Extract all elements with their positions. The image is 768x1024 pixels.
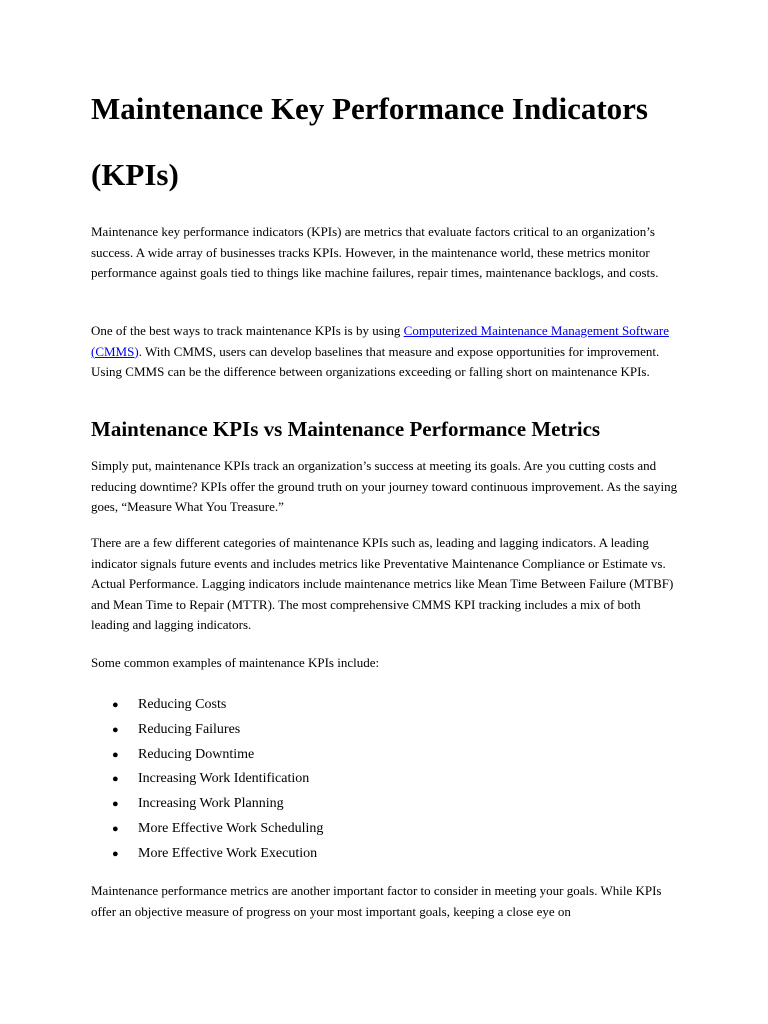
section-heading: Maintenance KPIs vs Maintenance Performance Metrics bbox=[91, 417, 601, 441]
bullet-icon: ● bbox=[112, 847, 119, 860]
list-item bbox=[91, 743, 323, 768]
bullet-icon: ● bbox=[112, 699, 119, 711]
cmms-paragraph-text-end: . With CMMS, users can develop baselines that measure and expose opportunities for improvement. Using CMMS can be the difference between organizations exceeding or falling short on maintenance KPIs. bbox=[91, 343, 660, 379]
list-item-label: More Effective Work Scheduling bbox=[138, 820, 324, 836]
list-item-label: Increasing Work Identification bbox=[138, 771, 310, 787]
page-title-line-1: Maintenance Key Performance Indicators bbox=[91, 91, 649, 126]
intro-paragraph: Maintenance key performance indicators (KPIs) are metrics that evaluate factors critical to an organization’s success. A wide array of businesses tracks KPIs. However, in the maintenance world, these metrics monitor performance against goals tied to things like machine failures, repair times, maintenance backlogs, and costs. bbox=[91, 224, 659, 280]
list-item-label: Increasing Work Planning bbox=[138, 796, 284, 812]
kpi-examples-list bbox=[91, 693, 323, 867]
bullet-icon: ● bbox=[112, 748, 119, 761]
performance-metrics-paragraph: Maintenance performance metrics are another important factor to consider in meeting your goals. While KPIs offer an objective measure of progress on your most important goals, keeping a close eye on bbox=[91, 883, 662, 919]
list-item bbox=[91, 842, 323, 867]
list-item-label: Reducing Failures bbox=[138, 721, 241, 737]
list-item bbox=[91, 792, 323, 817]
page-title bbox=[91, 76, 691, 208]
kpi-definition-paragraph: Simply put, maintenance KPIs track an organization’s success at meeting its goals. Are you cutting costs and reducing downtime? KPIs offer the ground truth on your journey toward continuous improvement. As the saying goes, “Measure What You Treasure.” bbox=[91, 458, 678, 514]
bullet-icon: ● bbox=[112, 773, 119, 786]
list-item bbox=[91, 767, 323, 792]
list-item bbox=[91, 693, 323, 718]
list-item-label: More Effective Work Execution bbox=[138, 845, 318, 861]
cmms-link[interactable]: Computerized Maintenance Management Software (CMMS) bbox=[91, 323, 669, 359]
cmms-paragraph-text-start: One of the best ways to track maintenance KPIs is by using bbox=[91, 323, 404, 338]
list-item-label: Reducing Costs bbox=[138, 697, 227, 712]
list-item bbox=[91, 718, 323, 743]
page-title-line-2: (KPIs) bbox=[91, 157, 179, 192]
bullet-icon: ● bbox=[112, 822, 119, 835]
bullet-icon: ● bbox=[112, 723, 119, 736]
bullet-icon: ● bbox=[112, 798, 119, 811]
kpi-categories-paragraph: There are a few different categories of maintenance KPIs such as, leading and lagging indicators. A leading indicator signals future events and includes metrics like Preventative Maintenance Compliance or Estimate vs. Actual Performance. Lagging indicators include maintenance metrics like Mean Time Between Failure (MTBF) and Mean Time to Repair (MTTR). The most comprehensive CMMS KPI tracking includes a mix of both leading and lagging indicators. bbox=[91, 535, 674, 632]
list-item bbox=[91, 817, 323, 842]
kpi-examples-intro: Some common examples of maintenance KPIs include: bbox=[91, 655, 380, 670]
cmms-paragraph bbox=[91, 321, 681, 383]
list-item-label: Reducing Downtime bbox=[138, 746, 255, 762]
